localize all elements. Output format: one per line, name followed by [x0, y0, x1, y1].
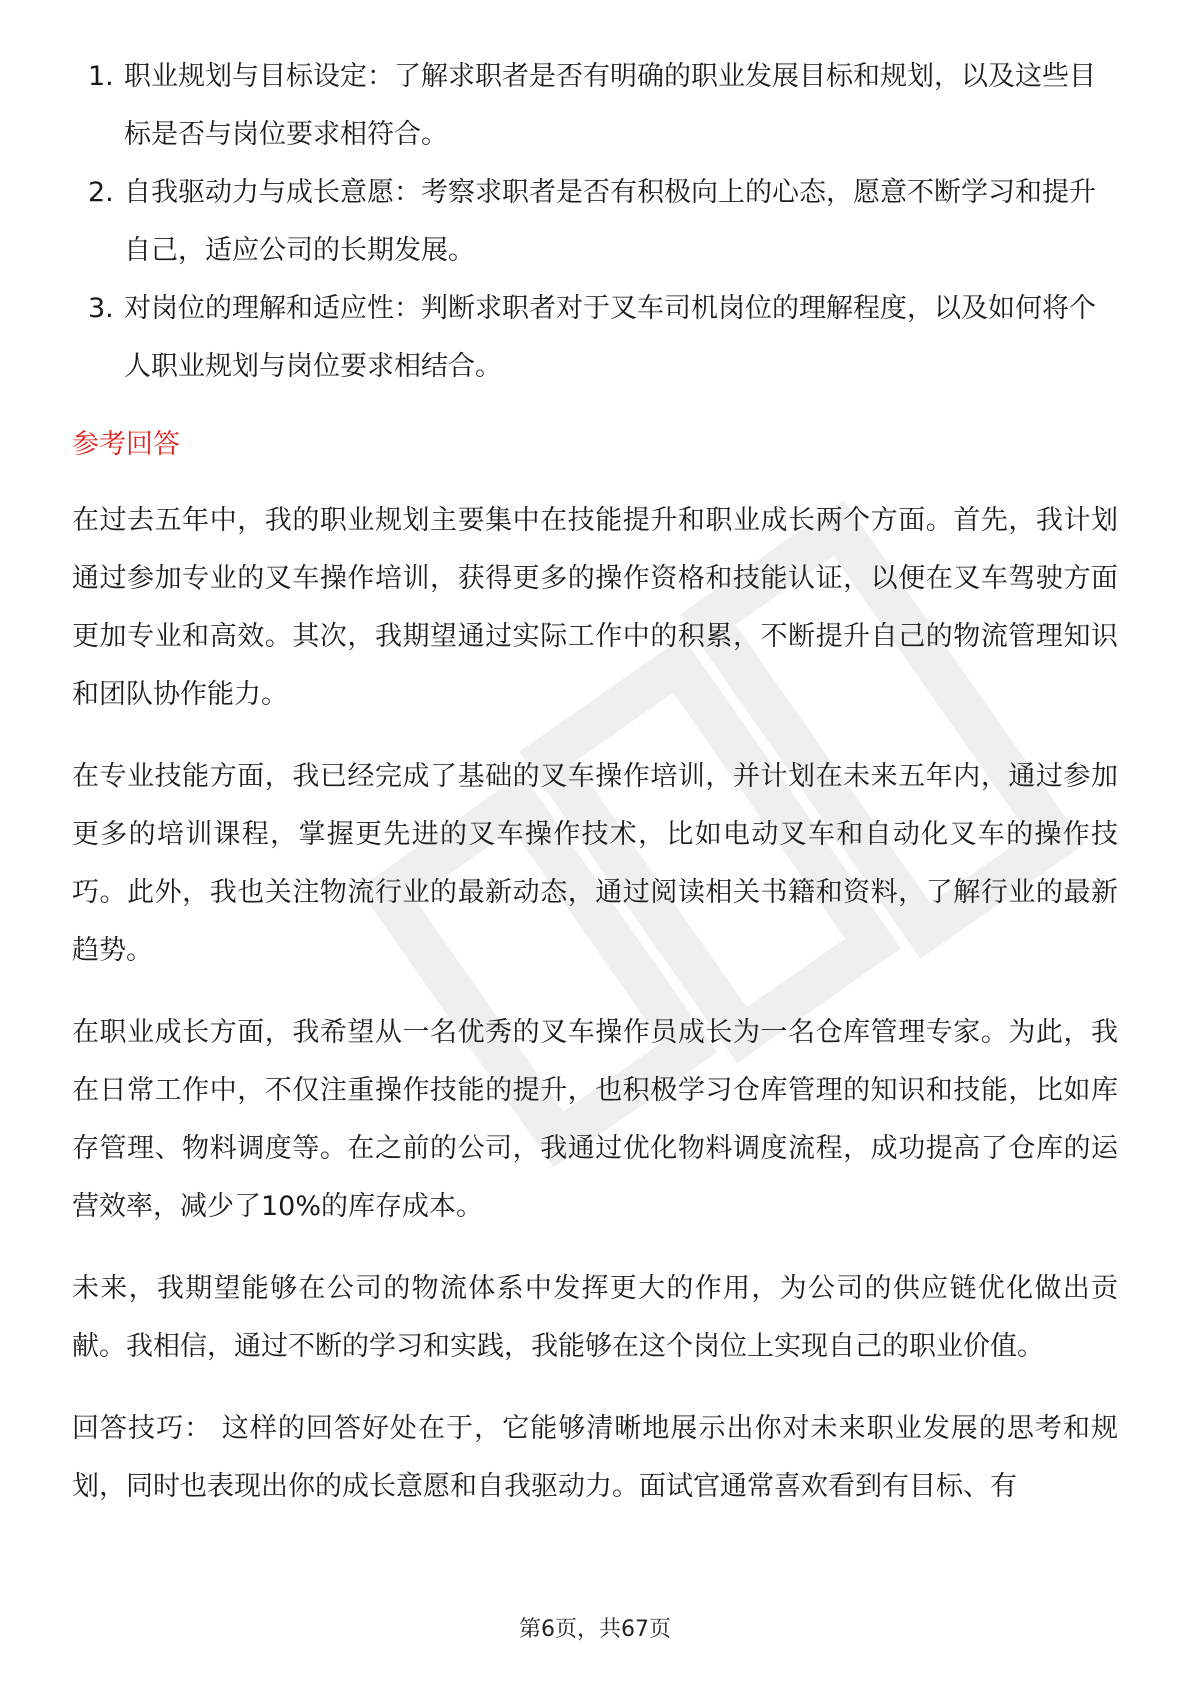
list-number: 1.: [88, 61, 114, 92]
list-item: [72, 280, 1118, 396]
paragraph: 在过去五年中，我的职业规划主要集中在技能提升和职业成长两个方面。首先，我计划通过参加专业的叉车操作培训，获得更多的操作资格和技能认证，以便在叉车驾驶方面更加专业和高效。其次，我期望通过实际工作中的积累，不断提升自己的物流管理知识和团队协作能力。: [72, 505, 1118, 710]
list-number: 2.: [88, 177, 114, 208]
paragraph: 在职业成长方面，我希望从一名优秀的叉车操作员成长为一名仓库管理专家。为此，我在日常工作中，不仅注重操作技能的提升，也积极学习仓库管理的知识和技能，比如库存管理、物料调度等。在之前的公司，我通过优化物料调度流程，成功提高了仓库的运营效率，减少了10%的库存成本。: [72, 1017, 1118, 1222]
list-text: 自我驱动力与成长意愿：考察求职者是否有积极向上的心态，愿意不断学习和提升自己，适应公司的长期发展。: [124, 177, 1096, 266]
page-footer: 第6页，共67页: [519, 1617, 671, 1642]
paragraph: 未来，我期望能够在公司的物流体系中发挥更大的作用，为公司的供应链优化做出贡献。我相信，通过不断的学习和实践，我能够在这个岗位上实现自己的职业价值。: [72, 1273, 1118, 1362]
list-item: [72, 164, 1118, 280]
list-text: 职业规划与目标设定：了解求职者是否有明确的职业发展目标和规划，以及这些目标是否与岗位要求相符合。: [124, 61, 1096, 150]
list-item: [72, 48, 1118, 164]
paragraph: 回答技巧： 这样的回答好处在于，它能够清晰地展示出你对未来职业发展的思考和规划，同时也表现出你的成长意愿和自我驱动力。面试官通常喜欢看到有目标、有: [72, 1413, 1118, 1502]
list-text: 对岗位的理解和适应性：判断求职者对于叉车司机岗位的理解程度，以及如何将个人职业规划与岗位要求相结合。: [124, 293, 1096, 382]
list-number: 3.: [88, 293, 114, 324]
criteria-list: [72, 48, 1118, 396]
section-title: 参考回答: [72, 429, 180, 460]
paragraph: 在专业技能方面，我已经完成了基础的叉车操作培训，并计划在未来五年内，通过参加更多的培训课程，掌握更先进的叉车操作技术，比如电动叉车和自动化叉车的操作技巧。此外，我也关注物流行业的最新动态，通过阅读相关书籍和资料，了解行业的最新趋势。: [72, 761, 1118, 966]
document-body: [72, 48, 1118, 1540]
